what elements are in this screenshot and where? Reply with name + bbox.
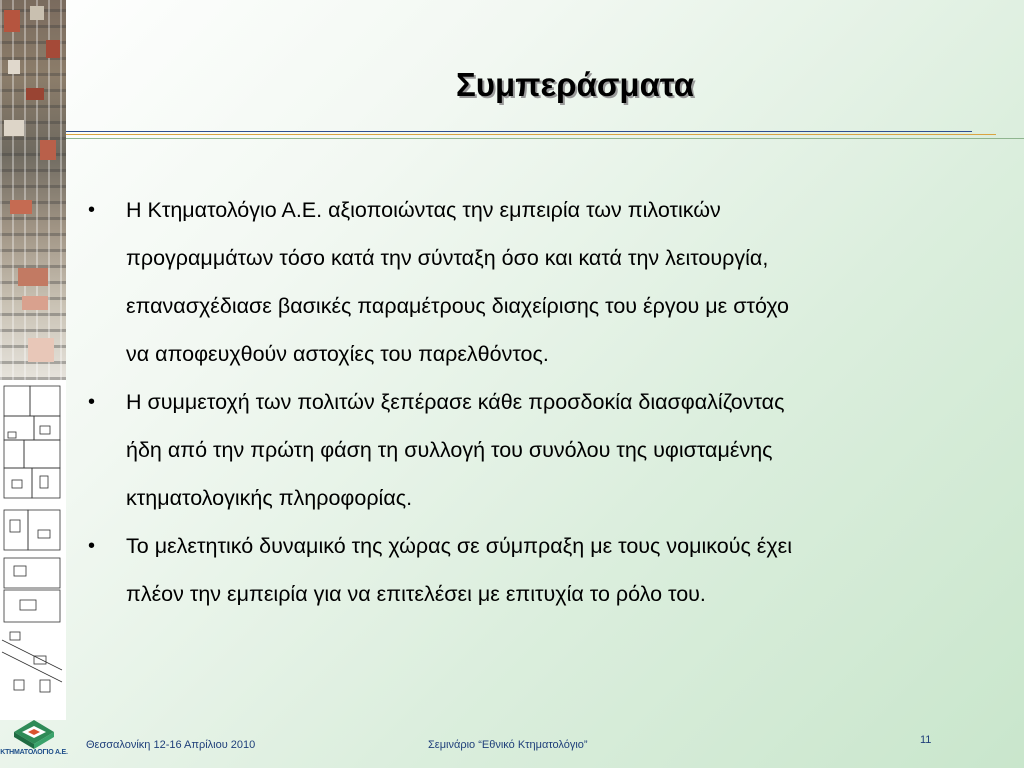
bullet-list [88, 186, 938, 618]
bullet-symbol: • [88, 391, 96, 413]
slide-title: Συμπεράσματα [456, 66, 694, 103]
logo-text: ΚΤΗΜΑΤΟΛΟΓΙΟ Α.Ε. [0, 749, 68, 756]
page-number: 11 [920, 734, 932, 746]
bullet-item [88, 522, 938, 618]
bullet-symbol: • [88, 535, 96, 557]
ktimatologio-logo-icon [2, 716, 66, 764]
bullet-item [88, 186, 938, 378]
aerial-photo-icon [0, 0, 66, 380]
bullet-text: Το μελετητικό δυναμικό της χώρας σε σύμπραξη με τους νομικούς έχει πλέον την εμπειρία για να επιτελέσει με επιτυχία το ρόλο του. [126, 534, 793, 606]
decorative-map-strip [0, 0, 66, 720]
bullet-item [88, 378, 938, 522]
bullet-text: Η Κτηματολόγιο Α.Ε. αξιοποιώντας την εμπειρία των πιλοτικών προγραμμάτων τόσο κατά την σύνταξη όσο και κατά την λειτουργία, επανασχέδιασε βασικές παραμέτρους διαχείρισης του έργου με στόχο να αποφευχθούν αστοχίες του παρελθόντος. [126, 198, 790, 366]
cadastral-parcels-icon [0, 380, 66, 720]
footer-location-date: Θεσσαλονίκη 12-16 Απρίλιου 2010 [86, 739, 256, 751]
bullet-text: Η συμμετοχή των πολιτών ξεπέρασε κάθε προσδοκία διασφαλίζοντας ήδη από την πρώτη φάση τη συλλογή του συνόλου της υφισταμένης κτηματολογικής πληροφορίας. [126, 390, 785, 510]
footer-seminar-title: Σεμινάριο “Εθνικό Κτηματολόγιο” [428, 739, 588, 751]
bullet-symbol: • [88, 199, 96, 221]
